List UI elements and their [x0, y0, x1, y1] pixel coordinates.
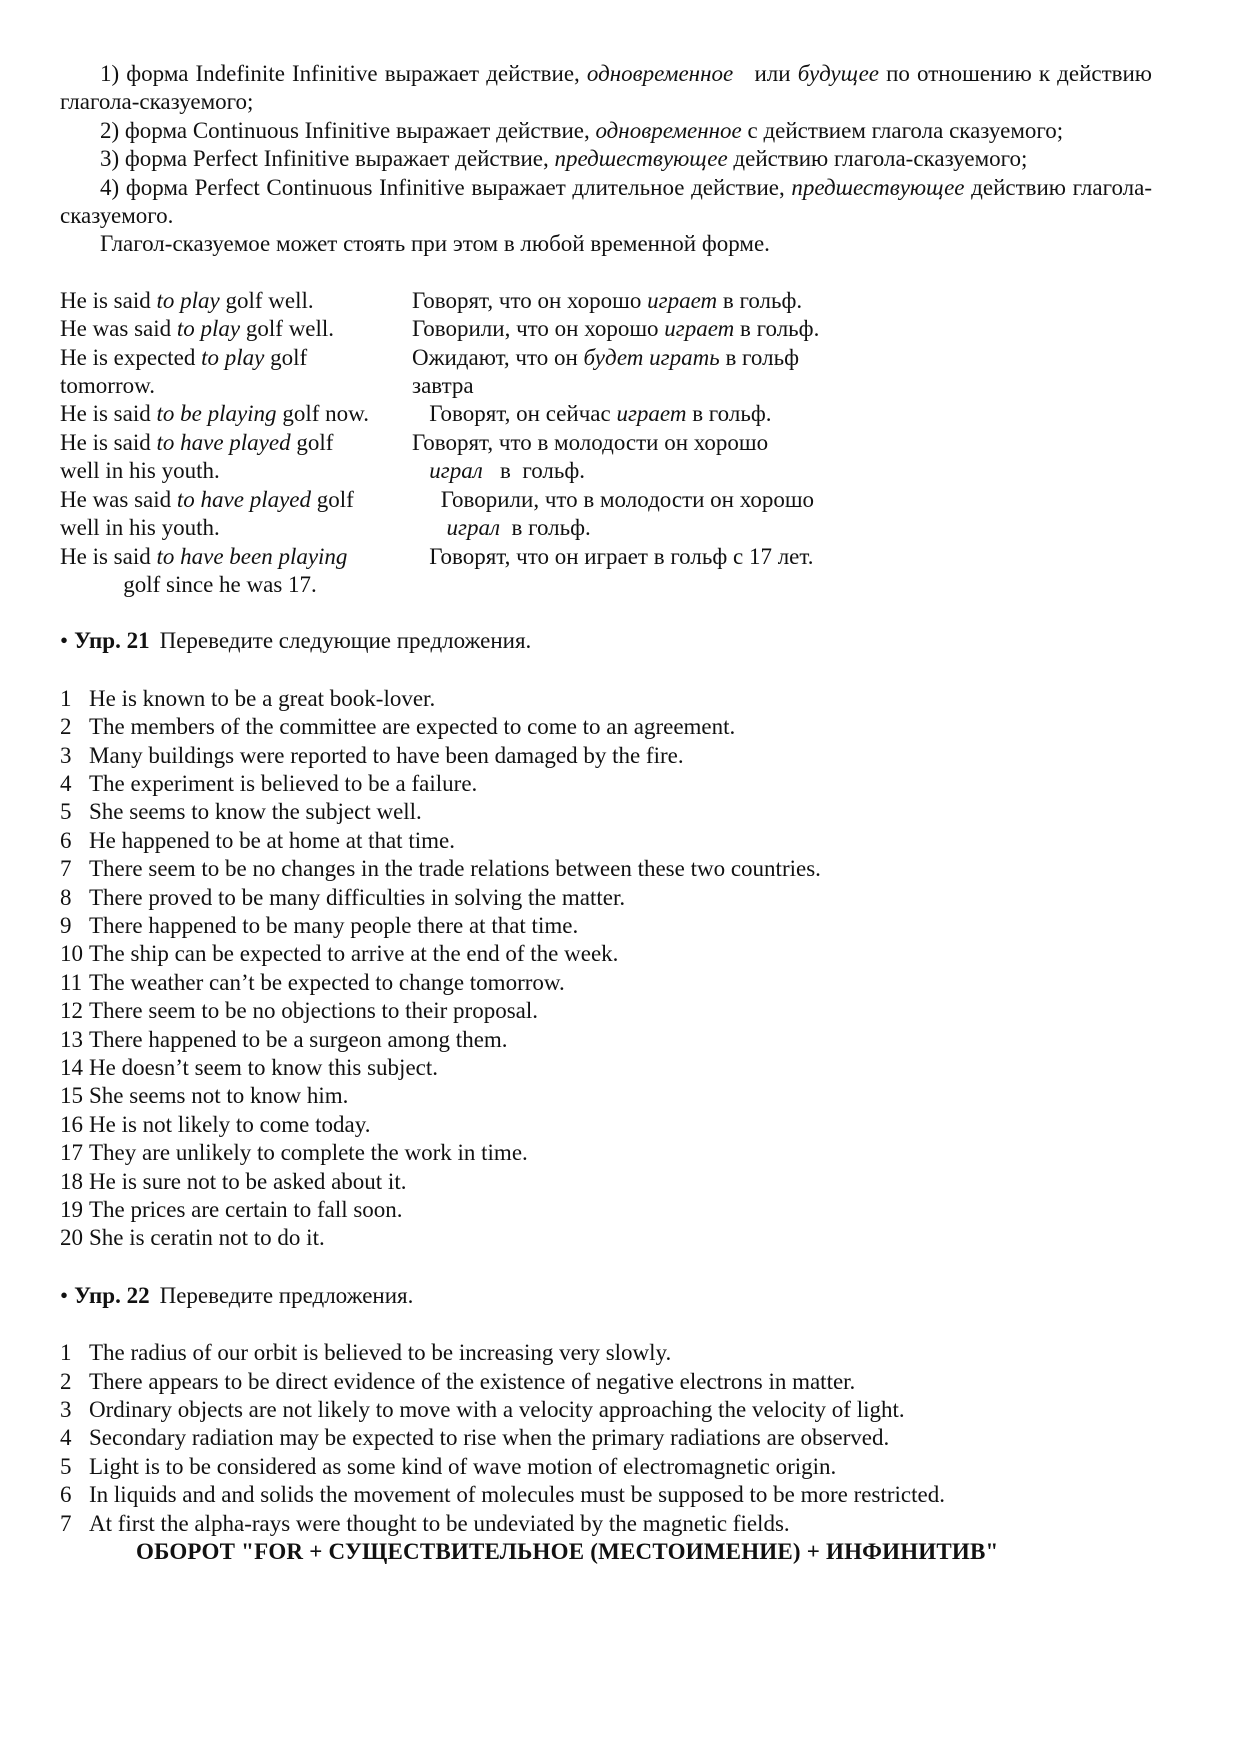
- list-item: [60, 1481, 1152, 1509]
- list-item: [60, 1424, 1152, 1452]
- sentence-line: Говорят, что в молодости он хорошо: [412, 429, 769, 455]
- english-sentence: [60, 543, 412, 600]
- item-number: 3: [60, 742, 72, 768]
- rule-paragraph: 3) форма Perfect Infinitive выражает действие, предшествующее действию глагола-сказуемого;: [100, 146, 1028, 172]
- example-row: [60, 315, 1152, 343]
- item-text: There appears to be direct evidence of the existence of negative electrons in matter.: [89, 1368, 856, 1394]
- item-text: The prices are certain to fall soon.: [89, 1197, 403, 1223]
- russian-translation: [412, 543, 813, 600]
- item-text: The members of the committee are expected to come to an agreement.: [89, 714, 736, 740]
- sentence-line: Говорят, он сейчас играет в гольф.: [412, 401, 772, 427]
- item-number: 13: [60, 1026, 83, 1052]
- sentence-line: Говорили, что он хорошо играет в гольф.: [412, 316, 820, 342]
- list-item: [60, 1510, 1152, 1538]
- list-item: [60, 1368, 1152, 1396]
- list-item: [60, 912, 1152, 940]
- item-number: 17: [60, 1140, 83, 1166]
- english-sentence: [60, 429, 412, 486]
- item-number: 5: [60, 799, 72, 825]
- item-number: 16: [60, 1111, 83, 1137]
- list-item: [60, 827, 1152, 855]
- item-number: 14: [60, 1055, 83, 1080]
- russian-translation: [412, 400, 771, 428]
- item-text: The weather can’t be expected to change tomorrow.: [89, 969, 565, 995]
- bullet-icon: •: [60, 1282, 69, 1308]
- item-text: He doesn’t seem to know this subject.: [89, 1055, 438, 1080]
- exercise-title: Переведите предложения.: [159, 1282, 414, 1308]
- list-item: [60, 1111, 1152, 1139]
- sentence-line: well in his youth.: [60, 515, 220, 541]
- exercise-title: Переведите следующие предложения.: [159, 628, 532, 654]
- example-row: [60, 486, 1152, 543]
- rule-paragraph: 4) форма Perfect Continuous Infinitive выражает длительное действие, предшествующее действию глагола-сказуемого.: [60, 174, 1153, 229]
- sentence-line: well in his youth.: [60, 458, 220, 484]
- item-number: 7: [60, 1510, 72, 1536]
- english-sentence: [60, 344, 412, 401]
- item-text: They are unlikely to complete the work in time.: [89, 1140, 528, 1166]
- item-number: 2: [60, 714, 72, 740]
- item-number: 5: [60, 1453, 72, 1479]
- item-text: Ordinary objects are not likely to move with a velocity approaching the velocity of light.: [89, 1397, 905, 1423]
- sentence-line: He is expected to play golf: [60, 344, 308, 370]
- sentence-line: играл в гольф.: [429, 458, 586, 484]
- item-text: She seems not to know him.: [89, 1083, 349, 1109]
- item-number: 7: [60, 856, 72, 882]
- sentence-line: Говорят, что он играет в гольф с 17 лет.: [412, 543, 814, 569]
- list-item: [60, 997, 1152, 1025]
- list-item: [60, 742, 1152, 770]
- item-number: 18: [60, 1168, 83, 1194]
- list-item: [60, 1196, 1152, 1224]
- list-item: [60, 969, 1152, 997]
- english-sentence: [60, 287, 412, 315]
- item-number: 4: [60, 1425, 72, 1451]
- item-text: Many buildings were reported to have been damaged by the fire.: [89, 742, 684, 768]
- english-sentence: [60, 400, 412, 428]
- item-text: He is known to be a great book-lover.: [89, 685, 436, 711]
- item-text: There proved to be many difficulties in solving the matter.: [89, 884, 626, 910]
- item-text: The ship can be expected to arrive at the end of the week.: [89, 941, 619, 967]
- example-row: [60, 429, 1152, 486]
- item-number: 8: [60, 884, 72, 910]
- example-row: [60, 543, 1152, 600]
- exercise-22-heading: [60, 1282, 1152, 1310]
- list-item: [60, 713, 1152, 741]
- list-item: [60, 685, 1152, 713]
- example-sentences-table: [60, 287, 1152, 599]
- sentence-line: He is said to have been playing: [60, 543, 348, 569]
- russian-translation: [412, 287, 802, 315]
- list-item: [60, 1453, 1152, 1481]
- list-item: [60, 1026, 1152, 1054]
- section-title: ОБОРОТ "FOR + СУЩЕСТВИТЕЛЬНОЕ (МЕСТОИМЕНИЕ) + ИНФИНИТИВ": [136, 1539, 999, 1565]
- list-item: [60, 1054, 1152, 1082]
- exercise-label: Упр. 21: [74, 628, 150, 654]
- example-row: [60, 400, 1152, 428]
- russian-translation: [412, 486, 814, 543]
- item-number: 11: [60, 969, 83, 995]
- sentence-line: golf since he was 17.: [60, 571, 317, 597]
- item-text: There happened to be many people there at that time.: [89, 912, 579, 938]
- list-item: [60, 855, 1152, 883]
- list-item: [60, 1339, 1152, 1367]
- item-number: 10: [60, 941, 83, 967]
- list-item: [60, 770, 1152, 798]
- example-row: [60, 344, 1152, 401]
- list-item: [60, 1224, 1152, 1252]
- rule-paragraph: 1) форма Indefinite Infinitive выражает действие, одновременное или будущее по отношению к действию глагола-сказуемого;: [60, 61, 1152, 115]
- exercise-21-list: [60, 685, 1152, 1253]
- exercise-21-heading: [60, 627, 1152, 655]
- item-text: She is ceratin not to do it.: [89, 1225, 325, 1251]
- list-item: [60, 1139, 1152, 1167]
- item-text: The experiment is believed to be a failure.: [89, 770, 478, 796]
- sentence-line: He is said to be playing golf now.: [60, 401, 369, 427]
- sentence-line: Ожидают, что он будет играть в гольф: [412, 344, 799, 370]
- rule-paragraph: Глагол-сказуемое может стоять при этом в любой временной форме.: [100, 231, 770, 257]
- exercise-label: Упр. 22: [74, 1282, 150, 1308]
- item-text: Light is to be considered as some kind of wave motion of electromagnetic origin.: [89, 1453, 837, 1479]
- sentence-line: He was said to play golf well.: [60, 316, 335, 342]
- list-item: [60, 884, 1152, 912]
- item-number: 4: [60, 770, 72, 796]
- list-item: [60, 1396, 1152, 1424]
- bullet-icon: •: [60, 628, 69, 654]
- exercise-22-list: [60, 1339, 1152, 1538]
- item-text: She seems to know the subject well.: [89, 799, 422, 825]
- sentence-line: Говорят, что он хорошо играет в гольф.: [412, 287, 803, 313]
- item-number: 1: [60, 685, 72, 711]
- item-number: 20: [60, 1225, 83, 1251]
- item-number: 3: [60, 1397, 72, 1423]
- rule-paragraph: 2) форма Continuous Infinitive выражает действие, одновременное с действием глагола сказуемого;: [100, 117, 1064, 143]
- sentence-line: играл в гольф.: [446, 515, 591, 541]
- item-number: 1: [60, 1340, 72, 1366]
- sentence-line: He is said to play golf well.: [60, 287, 314, 313]
- item-number: 15: [60, 1083, 83, 1109]
- item-number: 19: [60, 1197, 83, 1223]
- item-number: 6: [60, 1482, 72, 1508]
- list-item: [60, 1082, 1152, 1110]
- item-number: 2: [60, 1368, 72, 1394]
- item-text: In liquids and and solids the movement of molecules must be supposed to be more restricted.: [89, 1482, 945, 1508]
- sentence-line: tomorrow.: [60, 373, 155, 399]
- item-text: There seem to be no changes in the trade relations between these two countries.: [89, 856, 821, 882]
- list-item: [60, 798, 1152, 826]
- list-item: [60, 1168, 1152, 1196]
- example-row: [60, 287, 1152, 315]
- item-text: There seem to be no objections to their proposal.: [89, 998, 539, 1024]
- item-text: Secondary radiation may be expected to rise when the primary radiations are observed.: [89, 1425, 890, 1451]
- item-text: The radius of our orbit is believed to be increasing very slowly.: [89, 1340, 672, 1366]
- russian-translation: [412, 315, 819, 343]
- sentence-line: Говорили, что в молодости он хорошо: [412, 486, 815, 512]
- infinitive-rules: [60, 60, 1152, 259]
- item-text: At first the alpha-rays were thought to be undeviated by the magnetic fields.: [89, 1510, 790, 1536]
- list-item: [60, 940, 1152, 968]
- sentence-line: He was said to have played golf: [60, 486, 354, 512]
- item-number: 9: [60, 912, 72, 938]
- sentence-line: He is said to have played golf: [60, 429, 334, 455]
- item-text: He is sure not to be asked about it.: [89, 1168, 407, 1194]
- russian-translation: [412, 429, 768, 486]
- english-sentence: [60, 315, 412, 343]
- item-number: 6: [60, 827, 72, 853]
- sentence-line: завтра: [412, 373, 474, 399]
- item-text: He happened to be at home at that time.: [89, 827, 455, 853]
- item-text: He is not likely to come today.: [89, 1111, 371, 1137]
- item-text: There happened to be a surgeon among them.: [89, 1026, 508, 1052]
- document-page: [60, 60, 1152, 1567]
- item-number: 12: [60, 998, 83, 1024]
- russian-translation: [412, 344, 799, 401]
- english-sentence: [60, 486, 412, 543]
